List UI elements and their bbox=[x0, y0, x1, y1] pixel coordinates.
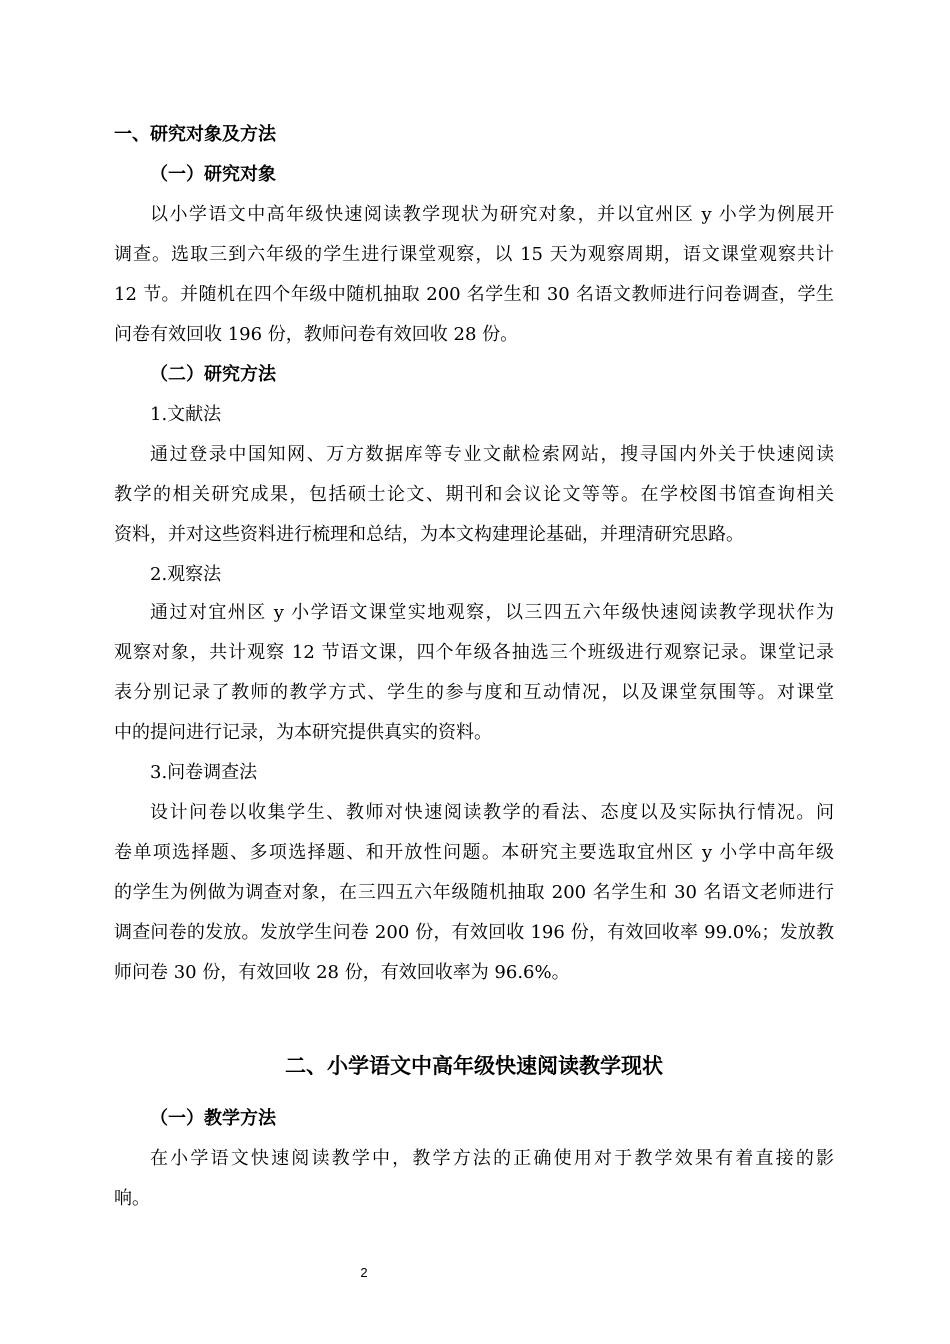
subsection-heading: （一）教学方法 bbox=[150, 1108, 276, 1129]
chapter-title: 二、小学语文中高年级快速阅读教学现状 bbox=[285, 1054, 663, 1078]
page-number: 2 bbox=[360, 1265, 368, 1280]
paragraph-line: 表分别记录了教师的教学方式、学生的参与度和互动情况，以及课堂氛围等。对课堂 bbox=[114, 682, 834, 703]
paragraph-line: 观察对象，共计观察 12 节语文课，四个年级各抽选三个班级进行观察记录。课堂记录 bbox=[114, 642, 834, 663]
paragraph-line: 设计问卷以收集学生、教师对快速阅读教学的看法、态度以及实际执行情况。问 bbox=[150, 802, 834, 823]
paragraph-line: 卷单项选择题、多项选择题、和开放性问题。本研究主要选取宜州区 y 小学中高年级 bbox=[114, 842, 834, 863]
paragraph-line: 资料，并对这些资料进行梳理和总结，为本文构建理论基础，并理清研究思路。 bbox=[114, 524, 744, 545]
method-title: 1.文献法 bbox=[150, 404, 222, 425]
paragraph-line: 问卷有效回收 196 份，教师问卷有效回收 28 份。 bbox=[114, 324, 519, 345]
paragraph-line: 师问卷 30 份，有效回收 28 份，有效回收率为 96.6%。 bbox=[114, 962, 570, 983]
paragraph-line: 通过对宜州区 y 小学语文课堂实地观察，以三四五六年级快速阅读教学现状作为 bbox=[150, 602, 834, 623]
paragraph-line: 教学的相关研究成果，包括硕士论文、期刊和会议论文等等。在学校图书馆查询相关 bbox=[114, 484, 834, 505]
paragraph-line: 调查。选取三到六年级的学生进行课堂观察，以 15 天为观察周期，语文课堂观察共计 bbox=[114, 244, 834, 265]
method-title: 3.问卷调查法 bbox=[150, 762, 258, 783]
subsection-heading: （一）研究对象 bbox=[150, 164, 276, 185]
paragraph-line: 调查问卷的发放。发放学生问卷 200 份，有效回收 196 份，有效回收率 99.0%；发放教 bbox=[114, 922, 834, 943]
paragraph-line: 中的提问进行记录，为本研究提供真实的资料。 bbox=[114, 722, 492, 743]
paragraph-line: 响。 bbox=[114, 1188, 150, 1209]
paragraph-line: 通过登录中国知网、万方数据库等专业文献检索网站，搜寻国内外关于快速阅读 bbox=[150, 444, 834, 465]
method-title: 2.观察法 bbox=[150, 564, 222, 585]
paragraph-line: 以小学语文中高年级快速阅读教学现状为研究对象，并以宜州区 y 小学为例展开 bbox=[150, 204, 834, 225]
paragraph-line: 的学生为例做为调查对象，在三四五六年级随机抽取 200 名学生和 30 名语文老师进行 bbox=[114, 882, 834, 903]
paragraph-line: 在小学语文快速阅读教学中，教学方法的正确使用对于教学效果有着直接的影 bbox=[150, 1148, 834, 1169]
subsection-heading: （二）研究方法 bbox=[150, 364, 276, 385]
paragraph-line: 12 节。并随机在四个年级中随机抽取 200 名学生和 30 名语文教师进行问卷调查，学生 bbox=[114, 284, 834, 305]
section-heading: 一、研究对象及方法 bbox=[114, 124, 276, 145]
